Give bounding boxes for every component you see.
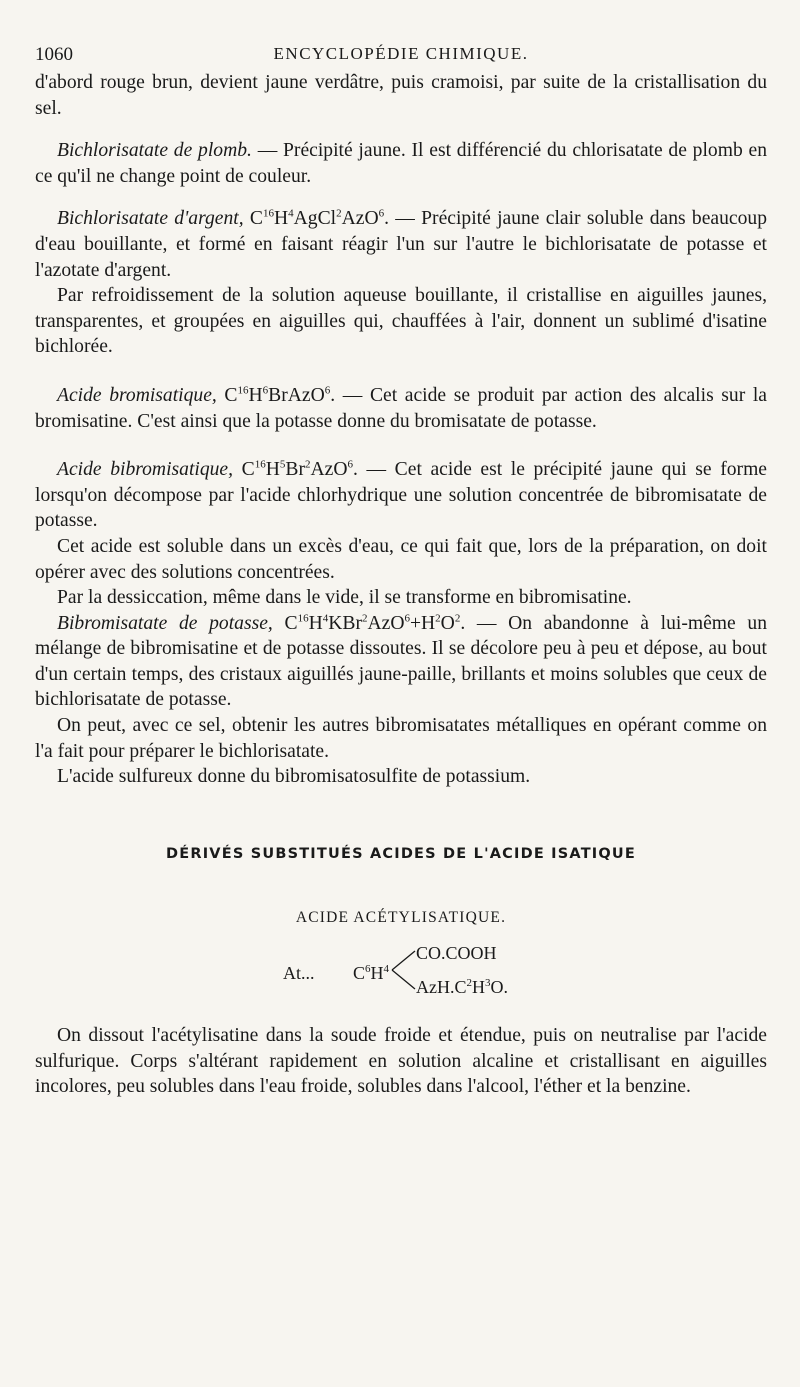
page-header — [35, 40, 767, 70]
paragraph-acide-bromisatique: Acide bromisatique, $C^{16}H^6BrAzO^6$. — Cet acide se produit par action des alcalis sur la bromisatine. C'est ainsi que la potasse donne du bromisatate de potasse. — [35, 384, 767, 432]
formula-core: $C^6H^4$ — [353, 963, 390, 984]
formula-lead: At... — [283, 963, 315, 984]
page-number: 1060 — [35, 44, 73, 65]
page — [35, 40, 767, 1100]
formula-branch-2: $AzH.C^2H^3O$. — [416, 977, 508, 998]
paragraph-1: d'abord rouge brun, devient jaune verdâtre, puis cramoisi, par suite de la cristallisation du sel. — [35, 72, 767, 119]
compound-name: Bichlorisatate de plomb. — [57, 140, 252, 162]
compound-name: Bibromisatate de potasse, — [57, 612, 273, 634]
paragraph-bichlorisatate-argent: Bichlorisatate d'argent, $C^{16}H^4AgCl^2AzO^6$. — Précipité jaune clair soluble dans beaucoup d'eau bouillante, et formé en faisant réagir l'un sur l'autre le bichlorisatate de potasse et l'azotate d'argent. — [35, 207, 767, 281]
formula-branch-1: CO.COOH — [416, 943, 497, 964]
chemical-formula: $C^{16}H^6BrAzO^6$. — [224, 384, 336, 406]
paragraph-12: On dissout l'acétylisatine dans la soude froide et étendue, puis on neutralise par l'acide sulfurique. Corps s'altérant rapidement en solution alcaline et cristallisant en aiguilles incolores, peu solubles dans l'eau froide, solubles dans l'alcool, l'éther et la benzine. — [35, 1025, 767, 1098]
paragraph-11: L'acide sulfureux donne du bibromisatosulfite de potassium. — [57, 766, 531, 788]
chemical-formula: $C^{16}H^4KBr^2AzO^6+H^2O^2$. — [284, 612, 466, 634]
structural-formula — [35, 941, 767, 999]
paragraph-bibromisatate-potasse: Bibromisatate de potasse, $C^{16}H^4KBr^2AzO^6+H^2O^2$. — On abandonne à lui-même un mélange de bibromisatine et de potasse dissoutes. Il se décolore peu à peu et dépose, au bout d'un certain temps, des cristaux aiguillés jaune-paille, brillants et moins solubles que ceux de bichlorisatate de potasse. — [35, 612, 768, 711]
chemical-formula: $C^{16}H^5Br^2AzO^6$. — [241, 458, 358, 481]
chemical-formula: $C^{16}H^4AgCl^2AzO^6$. — [249, 207, 389, 230]
section-title: DÉRIVÉS SUBSTITUÉS ACIDES DE L'ACIDE ISATIQUE — [165, 845, 636, 862]
paragraph-8: Par la dessiccation, même dans le vide, il se transforme en bibromisatine. — [57, 587, 632, 609]
compound-name: Acide bibromisatique, — [57, 459, 234, 481]
paragraph-bichlorisatate-plomb: Bichlorisatate de plomb. — Précipité jaune. Il est différencié du chlorisatate de plomb en ce qu'il ne change point de couleur. — [35, 140, 768, 187]
compound-name: Bichlorisatate d'argent, — [57, 208, 244, 230]
running-title: ENCYCLOPÉDIE CHIMIQUE. — [273, 44, 529, 63]
subsection-title: ACIDE ACÉTYLISATIQUE. — [295, 909, 507, 927]
body-text — [35, 70, 767, 1100]
paragraph-4: Par refroidissement de la solution aqueuse bouillante, il cristallise en aiguilles jaunes, transparentes, et groupées en aiguilles qui, chauffées à l'air, donnent un sublimé d'isatine bichlorée. — [35, 285, 767, 358]
paragraph-10: On peut, avec ce sel, obtenir les autres bibromisatates métalliques en opérant comme on l'a fait pour préparer le bichlorisatate. — [35, 715, 767, 762]
paragraph-acide-bibromisatique: Acide bibromisatique, $C^{16}H^5Br^2AzO^6$. — Cet acide est le précipité jaune qui se forme lorsqu'on décompose par l'acide chlorhydrique une solution concentrée de bibromisatate de potasse. — [35, 458, 768, 532]
paragraph-7: Cet acide est soluble dans un excès d'eau, ce qui fait que, lors de la préparation, on doit opérer avec des solutions concentrées. — [35, 535, 767, 583]
formula-branch-lines — [390, 947, 418, 993]
compound-name: Acide bromisatique, — [57, 384, 217, 406]
